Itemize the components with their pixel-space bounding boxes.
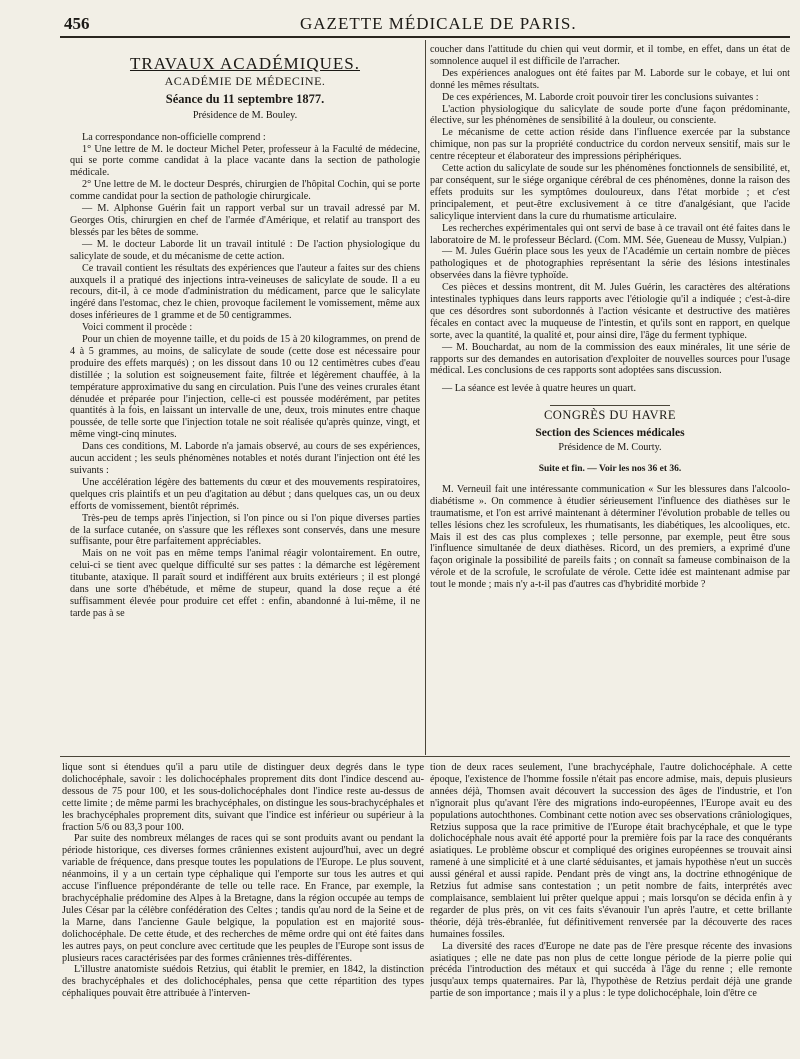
seance-heading: Séance du 11 septembre 1877. xyxy=(165,91,325,106)
suite-line: Suite et fin. — Voir les nos 36 et 36. xyxy=(538,464,682,474)
paragraph: — M. Jules Guérin place sous les yeux de l'Académie un certain nombre de pièces pathologiques et de photographies représentant la série des lésions intestinales observées dans la fièvre typhoïde. xyxy=(430,246,790,282)
paragraph: Ce travail contient les résultats des expériences que l'auteur a faites sur des chiens auxquels il a pratiqué des injections intra-veineuses de salicylate de soude. Il a eu recours, dit-il, à ce mode d'administration du médicament, parce que le salicylate ingéré dans l'estomac, chez le chien, provoque facilement le vomissement, même aux doses inférieures de 1 gramme et de 50 centigrammes. xyxy=(70,262,420,322)
paragraph: Cette action du salicylate de soude sur les phénomènes fonctionnels de sensibilité, et, par conséquent, sur le siége organique cérébral de ces phénomènes, donne la raison des effets produits sur les symptômes douloureux, dans l'état morbide ; et c'est principalement, et peut-être exclusivement à ce titre d'analgésiant, que l'acide salicylique intervient dans la cure du rhumatisme articulaire. xyxy=(430,163,790,222)
paragraph: Des expériences analogues ont été faites par M. Laborde sur le cobaye, et lui ont donné les mêmes résultats. xyxy=(430,67,790,91)
presidence-line: Présidence de M. Courty. xyxy=(558,442,662,454)
paragraph: Les recherches expérimentales qui ont servi de base à ce travail ont été faites dans le laboratoire de M. le professeur Béclard. (Com. MM. Sée, Gueneau de Mussy, Vulpian.) xyxy=(430,222,790,246)
header-rule xyxy=(60,36,790,38)
paragraph: La diversité des races d'Europe ne date pas de l'ère presque récente des invasions asiatiques ; elle ne date pas non plus de cette longue période de la pierre polie qui précéda l'introduction des métaux et qui succéda à l'âge du renne ; elle remonte jusqu'aux temps quaternaires. Par là, l'hypothèse de Retzius perdait déjà une grande partie de son importance ; mais il y a plus : le type dolichocéphale, loin d'être ce xyxy=(430,940,792,1000)
column-4 xyxy=(430,762,792,1054)
paragraph: Par suite des nombreux mélanges de races qui se sont produits avant ou pendant la période historique, ces diverses formes crâniennes existent aujourd'hui, avec un degré variable de fréquence, dans presque toutes les populations de l'Europe. Le plus souvent, néanmoins, il y a un certain type céphalique qui l'emporte sur tous les autres et qui accuse l'influence prépondérante de telle ou telle race. En France, par exemple, la brachycéphalie prédomine des Alpes à la Bretagne, dans la région occupée au temps de Jules César par la célèbre confédération des Celtes ; tandis qu'au nord de la Seine et de la Marne, dans l'ancienne Gaule belgique, la population est en majorité sous-dolichocéphale. De cette étude, et des recherches de même ordre qui ont été faites dans les autres pays, on peut conclure avec certitude que les peuples de l'Europe sont issus de plusieurs races caractérisées par des formes crâniennes très-différentes. xyxy=(62,833,424,964)
paragraph: Pour un chien de moyenne taille, et du poids de 15 à 20 kilogrammes, on prend de 4 à 5 grammes, au moins, de salicylate de soude (cette dose est nécessaire pour produire des effets marqués) ; on les dissout dans 10 ou 12 centimètres cubes d'eau distillée ; la solution est soigneusement faite, filtrée et légèrement chauffée, à la température approximative du sang en circulation. Puis l'une des veines crurales étant dénudée et préparée pour l'injection, celle-ci est poussée modérément, par petites quantités à la fois, en laissant un intervalle de une, deux, trois minutes entre chaque poussée, de telle sorte que l'injection totale ne soit réalisée qu'après quinze, vingt, et même vingt-cinq minutes. xyxy=(70,334,420,441)
paragraph: Très-peu de temps après l'injection, si l'on pince ou si l'on pique diverses parties de la surface cutanée, on s'assure que les réflexes sont conservés, dans une mesure suffisante, pour être parfaitement appréciables. xyxy=(70,512,420,548)
paragraph: Ces pièces et dessins montrent, dit M. Jules Guérin, les caractères des altérations intestinales typhiques dans leurs rapports avec l'étiologie qu'il a indiquée ; c'est-à-dire que ces désordres sont subordonnés à l'action vésicante et destructive des matières fécales en contact avec la muqueuse de l'intestin, et qu'ils sont en rapport, en quelque sorte, avec la quantité, la qualité et, pour ainsi dire, l'âge du ferment typhique. xyxy=(430,282,790,341)
column-1 xyxy=(70,50,420,755)
paragraph: Dans ces conditions, M. Laborde n'a jamais observé, au cours de ses expériences, aucun accident ; les seuls phénomènes notables et notés durant l'injection ont été les suivants : xyxy=(70,441,420,476)
column-divider xyxy=(425,40,426,755)
paragraph: lique sont si étendues qu'il a paru utile de distinguer deux degrés dans le type dolichocéphale, savoir : les dolichocéphales proprement dits dont l'indice descend au-dessous de 75 pour 100, et les sous-dolichocéphales dont l'indice reste au-dessus de cette limite ; de même parmi les brachycéphales, on distingue les sous-brachycéphales et les brachycéphales proprement dits, suivant que l'indice est inférieur ou supérieur à la fraction 5/6 ou 83,3 pour 100. xyxy=(62,762,424,833)
paragraph: — M. Bouchardat, au nom de la commission des eaux minérales, lit une série de rapports sur des demandes en autorisation d'exploiter de nouvelles sources pour l'usage médical. Les conclusions de ces rapports sont adoptées sans discussion. xyxy=(430,341,790,377)
paragraph: Une accélération légère des battements du cœur et des mouvements respiratoires, quelques cris plaintifs et un peu d'agitation au début ; dans quelques cas, un ou deux efforts de vomissement, bientôt réprimés. xyxy=(70,476,420,512)
congres-title: CONGRÈS DU HAVRE xyxy=(543,408,677,423)
paragraph: 2° Une lettre de M. le docteur Després, chirurgien de l'hôpital Cochin, qui se porte comme candidat pour la section de pathologie chirurgicale. xyxy=(70,179,420,203)
congres-rule xyxy=(550,405,670,406)
paragraph: L'action physiologique du salicylate de soude porte d'une façon prédominante, élective, sur les phénomènes de sensibilité à la douleur, ou consciente. xyxy=(430,103,790,127)
presidence-line: Présidence de M. Bouley. xyxy=(192,109,298,121)
academy-heading: ACADÉMIE DE MÉDECINE. xyxy=(164,73,326,88)
journal-title: GAZETTE MÉDICALE DE PARIS. xyxy=(300,14,577,33)
paragraph: — M. Alphonse Guérin fait un rapport verbal sur un travail adressé par M. Georges Otis, chirurgien en chef de l'armée d'Amérique, et relatif au transport des blessés par les bêtes de somme. xyxy=(70,203,420,238)
paragraph: De ces expériences, M. Laborde croit pouvoir tirer les conclusions suivantes : xyxy=(442,91,759,103)
paragraph: Le mécanisme de cette action réside dans l'influence exercée par la substance chimique, non pas sur la propriété conductrice du cordon nerveux sensitif, mais sur le centre récepteur et élaborateur des impressions périphériques. xyxy=(430,127,790,163)
paragraph: — M. le docteur Laborde lit un travail intitulé : De l'action physiologique du salicylate de soude, et du mécanisme de cette action. xyxy=(70,238,420,262)
paragraph: — La séance est levée à quatre heures un quart. xyxy=(442,383,637,395)
paragraph: coucher dans l'attitude du chien qui veut dormir, et il tombe, en effet, dans un état de somnolence auquel il est difficile de l'arracher. xyxy=(430,44,790,67)
column-3 xyxy=(62,762,424,1054)
paragraph: Mais on ne voit pas en même temps l'animal réagir volontairement. En outre, celui-ci se tient avec quelque difficulté sur ses pattes : la démarche est légèrement titubante, ataxique. Il paraît sourd et indifférent aux bruits extérieurs ; il est plongé dans une sorte d'hébétude, et même de stupeur, quand la dose reçue a été suffisamment élevée pour produire cet effet : enfin, abandonné à lui-même, il ne tarde pas à se xyxy=(70,548,420,619)
column-2 xyxy=(430,44,790,756)
paragraph: La correspondance non-officielle comprend : xyxy=(82,131,266,143)
section-divider xyxy=(60,756,790,757)
paragraph: 1° Une lettre de M. le docteur Michel Peter, professeur à la Faculté de médecine, qui se porte comme candidat à la place vacante dans la section de pathologie médicale. xyxy=(70,143,420,179)
paragraph: L'illustre anatomiste suédois Retzius, qui établit le premier, en 1842, la distinction des brachycéphales et des dolichocéphales, pensa que cette répartition des types céphaliques pouvait être attribuée à l'interven- xyxy=(62,964,424,1000)
paragraph: tion de deux races seulement, l'une brachycéphale, l'autre dolichocéphale. A cette époque, l'existence de l'homme fossile n'était pas encore admise, mais, depuis plusieurs années déjà, Thomsen avait découvert la succession des âges de l'industrie, et l'on n'ignorait plus qu'avant l'ère des migrations indo-européennes, l'Europe avait eu des populations autochthones. Combinant cette notion avec ses observations crâniologiques, Retzius supposa que la race primitive de l'Europe était brachycéphale, et que le type dolichocéphale nous avait été apporté pour la première fois par la race des conquérants asiatiques. Le problème obscur et compliqué des origines européennes se trouvait ainsi ramené à une simplicité et à une clarté séduisantes, et jamais hypothèse n'eut un succès aussi général et aussi rapide. Pendant près de vingt ans, la doctrine ethnogénique de Retzius fut admise sans contestation ; un petit nombre de faits, interprétés avec complaisance, semblaient lui prêter quelque appui ; mais lorsqu'on se décida enfin à y regarder de plus près, on vit ces faits s'évanouir l'un après l'autre, et cette brillante théorie, déjà très-ébranlée, fut définitivement renversée par la découverte des races humaines fossiles. xyxy=(430,762,792,940)
section-title: TRAVAUX ACADÉMIQUES. xyxy=(129,54,360,73)
paragraph: M. Verneuil fait une intéressante communication « Sur les blessures dans l'alcoolo-diabétisme ». On commence à étudier sérieusement l'influence des diathèses sur le traumatisme, et l'on est arrivé maintenant à déterminer l'évolution probable de telles ou telles lésions chez les scrofuleux, les rhumatisants, les diabétiques, les alcooliques, etc. Mais il est des cas plus complexes ; telle personne, par exemple, peut être sous l'influence simultanée de deux diathèses. Ricord, un des premiers, a exprimé d'une façon originale la possibilité de pareils faits ; on connaît sa fameuse combinaison de la vérole et de la scrofule, le scrofulate de vérole. Cette idée est maintenant admise par tout le monde ; mais n'y a-t-il pas d'autres cas d'hybridité morbide ? xyxy=(430,483,790,591)
paragraph: Voici comment il procède : xyxy=(82,322,193,334)
section-heading: Section des Sciences médicales xyxy=(535,427,685,440)
page-number: 456 xyxy=(64,14,90,33)
